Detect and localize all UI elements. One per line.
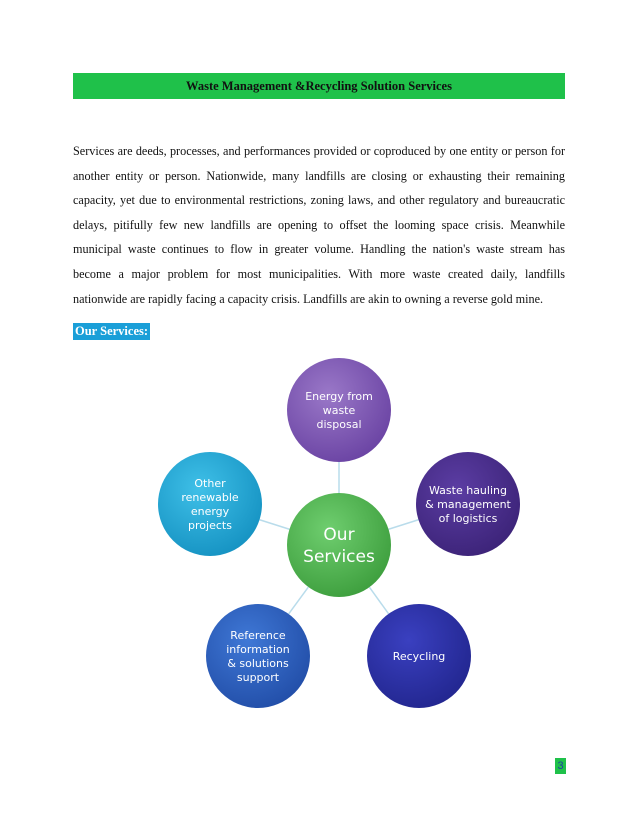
connector-other-renewable — [260, 520, 290, 529]
node-our-services-center — [287, 493, 391, 597]
node-other-renewable — [158, 452, 262, 556]
node-label-reference-information-line: Reference — [230, 628, 286, 642]
node-label-reference-information-line: support — [236, 670, 280, 684]
node-label-energy-from-waste-line: disposal — [316, 417, 362, 431]
center-circle — [287, 493, 391, 597]
page-number: 3 — [555, 758, 566, 774]
node-label-energy-from-waste-line: waste — [322, 403, 356, 417]
node-label-waste-hauling-line: of logistics — [438, 511, 498, 525]
node-label-reference-information-line: & solutions — [227, 656, 289, 670]
body-paragraph: Services are deeds, processes, and performances provided or coproduced by one entity or person for another entity or person. Nationwide, many landfills are closing or exhausting their remaining capacity, yet due to environmental restrictions, zoning laws, and other regulatory and bureaucratic delays, pitifully few new landfills are opening to offset the looming space crisis. Meanwhile municipal waste continues to flow in greater volume. Handling the nation's waste stream has become a major problem for most municipalities. With more waste created daily, landfills nationwide are rapidly facing a capacity crisis. Landfills are akin to owning a reverse gold mine. — [73, 144, 565, 306]
connector-waste-hauling — [389, 520, 419, 529]
node-label-other-renewable-line: projects — [188, 518, 232, 532]
node-energy-from-waste — [287, 358, 391, 462]
document-title: Waste Management &Recycling Solution Services — [186, 78, 452, 93]
center-label-line: Our — [323, 524, 355, 545]
center-label-line: Services — [303, 546, 375, 567]
node-label-other-renewable-line: energy — [190, 504, 230, 518]
connector-reference-information — [289, 587, 309, 614]
section-heading-our-services: Our Services: — [75, 324, 149, 338]
node-waste-hauling — [416, 452, 520, 556]
node-label-other-renewable-line: Other — [194, 476, 226, 490]
node-label-recycling — [393, 650, 446, 663]
node-label-energy-from-waste-line: Energy from — [305, 389, 373, 403]
node-label-recycling-line: Recycling — [392, 649, 446, 663]
connector-recycling — [369, 587, 388, 614]
node-reference-information — [206, 604, 310, 708]
node-label-other-renewable-line: renewable — [181, 490, 239, 504]
node-label-reference-information-line: information — [226, 642, 290, 656]
node-recycling — [367, 604, 471, 708]
node-label-waste-hauling-line: & management — [425, 497, 511, 511]
node-label-waste-hauling-line: Waste hauling — [429, 483, 507, 497]
diagram-nodes — [158, 358, 520, 708]
